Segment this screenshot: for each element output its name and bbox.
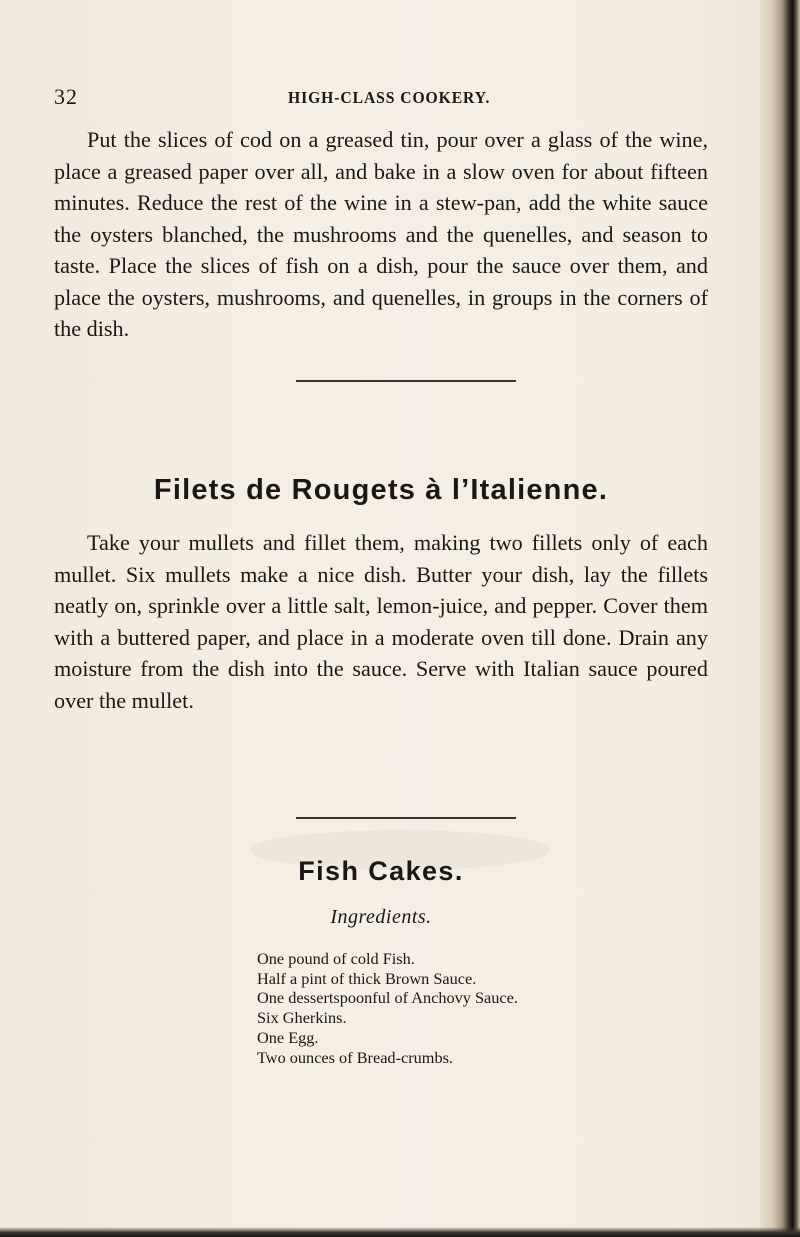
recipe-title-rougets: Filets de Rougets à l’Italienne.	[153, 474, 609, 506]
ingredient-item: Two ounces of Bread-crumbs.	[257, 1047, 453, 1067]
running-head: HIGH-CLASS COOKERY.	[288, 88, 491, 107]
ingredients-heading: Ingredients.	[330, 906, 432, 928]
ingredient-item: One Egg.	[257, 1027, 319, 1047]
intro-paragraph: Put the slices of cod on a greased tin, pour over a glass of the wine, place a greased paper over all, and bake in a slow oven for about fifteen minutes. Reduce the rest of the wine in a stew-pan, add the white sauce the oysters blanched, the mushrooms and the quenelles, and season to taste. Place the slices of fish on a dish, pour the sauce over them, and place the oysters, mushrooms, and quenelles, in groups in the corners of the dish.	[54, 127, 708, 341]
ingredient-item: One pound of cold Fish.	[257, 949, 415, 968]
ingredients-list	[257, 949, 518, 1067]
section-divider	[296, 380, 516, 382]
ingredient-item: Half a pint of thick Brown Sauce.	[257, 968, 477, 988]
recipe-body-rougets: Take your mullets and fillet them, making two fillets only of each mullet. Six mullets make a nice dish. Butter your dish, lay the fillets neatly on, sprinkle over a little salt, lemon-juice, and pepper. Cover them with a buttered paper, and place in a moderate oven till done. Drain any moisture from the dish into the sauce. Serve with Italian sauce poured over the mullet.	[54, 530, 708, 713]
book-spine-edge	[760, 0, 800, 1237]
section-divider	[296, 817, 516, 819]
page-number: 32	[54, 84, 78, 109]
page-bottom-edge	[0, 1227, 800, 1237]
recipe-title-fish-cakes: Fish Cakes.	[298, 856, 464, 886]
ingredient-item: One dessertspoonful of Anchovy Sauce.	[257, 988, 518, 1008]
page-header	[54, 84, 734, 108]
ingredient-item: Six Gherkins.	[257, 1008, 347, 1028]
